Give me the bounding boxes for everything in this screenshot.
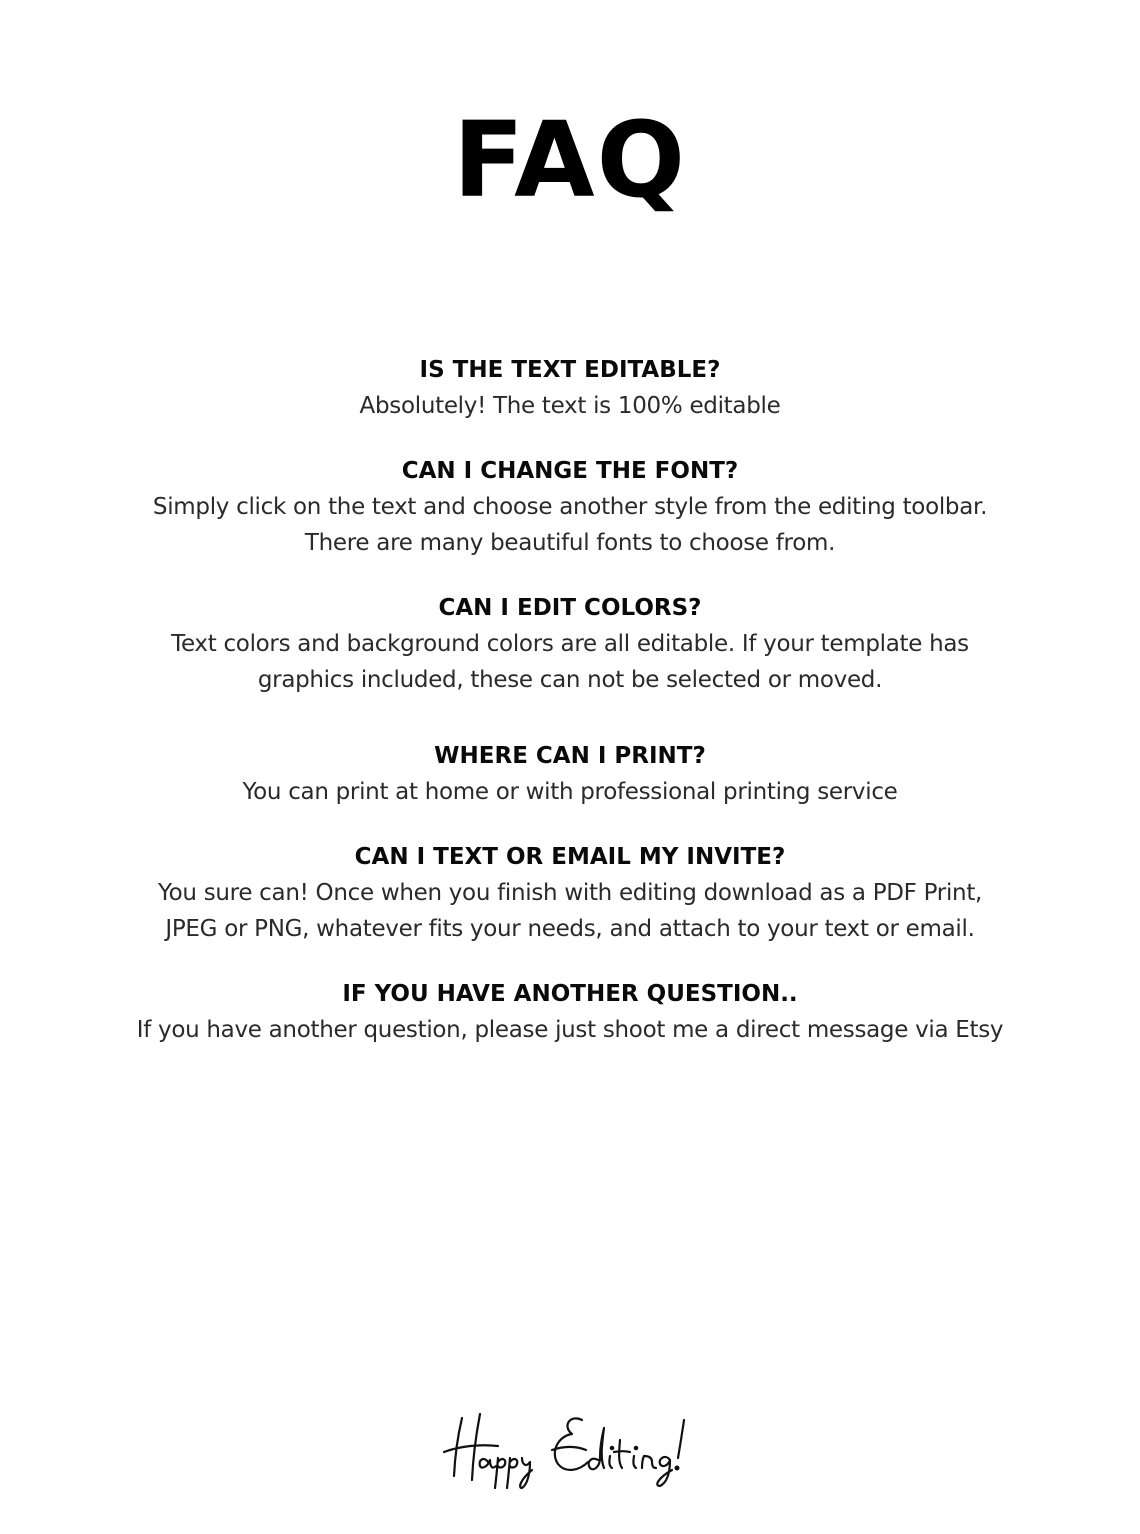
faq-answer bbox=[130, 626, 1010, 698]
signature-happy-editing bbox=[0, 1400, 1140, 1490]
faq-item-change-font bbox=[130, 453, 1010, 561]
faq-question: CAN I CHANGE THE FONT? bbox=[401, 458, 739, 484]
faq-question: CAN I EDIT COLORS? bbox=[438, 595, 702, 621]
faq-answer-line: There are many beautiful fonts to choose from. bbox=[304, 530, 836, 556]
faq-answer bbox=[130, 774, 1010, 810]
faq-question: CAN I TEXT OR EMAIL MY INVITE? bbox=[354, 844, 786, 870]
faq-answer-line: If you have another question, please just shoot me a direct message via Etsy bbox=[136, 1017, 1004, 1043]
faq-answer-line: Text colors and background colors are all editable. If your template has graphics included, these can not be selected or moved. bbox=[171, 631, 969, 693]
faq-item-text-email bbox=[130, 839, 1010, 947]
faq-item-where-print bbox=[130, 738, 1010, 810]
faq-question: WHERE CAN I PRINT? bbox=[434, 743, 706, 769]
faq-answer-line: Simply click on the text and choose another style from the editing toolbar. bbox=[152, 494, 988, 520]
faq-answer-line: Absolutely! The text is 100% editable bbox=[359, 393, 781, 419]
faq-answer-line: You can print at home or with professional printing service bbox=[242, 779, 898, 805]
faq-answer bbox=[130, 1012, 1010, 1048]
page-title: FAQ bbox=[452, 99, 687, 221]
faq-list bbox=[130, 352, 1010, 1077]
faq-item-another-question bbox=[130, 976, 1010, 1048]
faq-item-edit-colors bbox=[130, 590, 1010, 698]
faq-item-text-editable bbox=[130, 352, 1010, 424]
faq-question: IF YOU HAVE ANOTHER QUESTION.. bbox=[342, 981, 798, 1007]
faq-answer bbox=[130, 875, 1010, 947]
faq-answer-line: You sure can! Once when you finish with editing download as a PDF Print, JPEG or PNG, whatever fits your needs, and attach to your text or email. bbox=[157, 880, 983, 942]
faq-answer bbox=[130, 489, 1010, 561]
signature-script-drawing bbox=[440, 1400, 700, 1490]
faq-answer bbox=[130, 388, 1010, 424]
faq-question: IS THE TEXT EDITABLE? bbox=[419, 357, 721, 383]
